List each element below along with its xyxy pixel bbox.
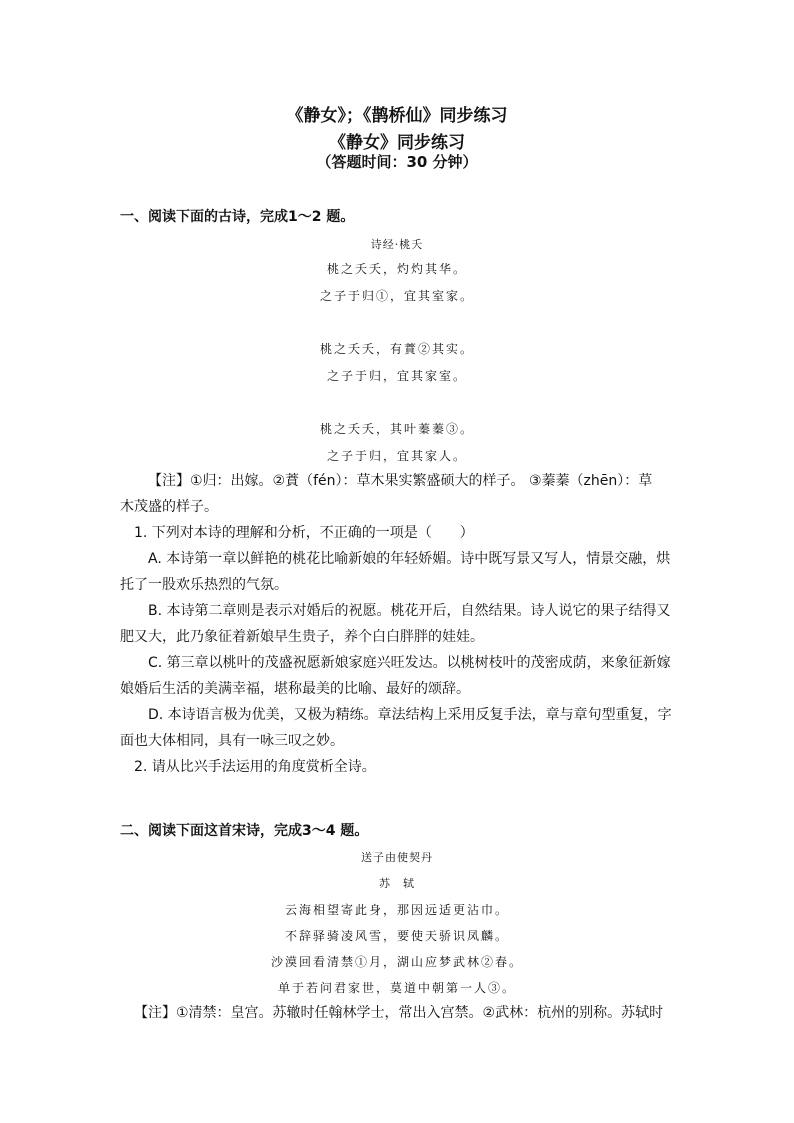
sub-title: 《静女》同步练习 [329,133,465,153]
poem1-title: 诗经·桃夭 [370,238,424,251]
option-b: B. 本诗第二章则是表示对婚后的祝愿。桃花开后，自然结果。诗人说它的果子结得又 [148,603,671,619]
note1-line: 【注】①归：出嫁。②蕡（fén）：草木果实繁盛硕大的样子。 ③蓁蓁（zhēn）：草 [148,473,653,489]
question-2: 2. 请从比兴手法运用的角度赏析全诗。 [134,759,376,775]
poem1-line: 之子于归，宜其家室。 [326,369,467,383]
main-title: 《静女》；《鹊桥仙》同步练习 [286,106,508,126]
poem1-line: 桃之夭夭，灼灼其华。 [326,262,467,276]
section1-heading: 一、阅读下面的古诗，完成1～2 题。 [120,209,355,225]
time-note: （答题时间：30 分钟） [316,153,478,171]
option-c: C. 第三章以桃叶的茂盛祝愿新娘家庭兴旺发达。以桃树枝叶的茂密成荫，来象征新嫁 [148,655,671,671]
section1-body [120,468,680,780]
option-c-cont: 娘婚后生活的美满幸福，堪称最美的比喻、最好的颂辞。 [120,681,470,697]
option-d-cont: 面也大体相同，具有一咏三叹之妙。 [120,733,344,749]
note1-line: 木茂盛的样子。 [120,499,218,515]
poem1-line: 之子于归①，宜其室家。 [319,289,474,303]
note2-line: 【注】①清禁：皇宫。苏辙时任翰林学士，常出入宫禁。②武林：杭州的别称。苏轼时 [134,1005,664,1021]
poem2-title: 送子由使契丹 [361,851,433,864]
poem1-line: 桃之夭夭，有蕡②其实。 [319,342,474,356]
poem2-line: 单于若问君家世，莫道中朝第一人③。 [277,981,516,995]
poem1-line: 之子于归，宜其家人。 [326,449,467,463]
option-a-cont: 托了一股欢乐热烈的气氛。 [120,577,288,593]
option-b-cont: 肥又大，此乃象征着新娘早生贵子，养个白白胖胖的娃娃。 [120,629,484,645]
poem2-author: 苏 轼 [379,877,415,890]
poem2-line: 不辞驿骑凌风雪，要使天骄识凤麟。 [284,929,509,943]
poem2-line: 云海相望寄此身，那因远适更沾巾。 [284,903,509,917]
poem2-line: 沙漠回看清禁①月，湖山应梦武林②春。 [270,955,523,969]
question-1: 1. 下列对本诗的理解和分析，不正确的一项是（ ） [134,525,474,541]
option-d: D. 本诗语言极为优美，又极为精练。章法结构上采用反复手法，章与章句型重复，字 [148,707,672,723]
poem1-line: 桃之夭夭，其叶蓁蓁③。 [319,422,474,436]
section2-body [120,1000,680,1026]
option-a: A. 本诗第一章以鲜艳的桃花比喻新娘的年轻娇媚。诗中既写景又写人，情景交融，烘 [148,551,671,567]
section2-heading: 二、阅读下面这首宋诗，完成3～4 题。 [120,823,369,839]
